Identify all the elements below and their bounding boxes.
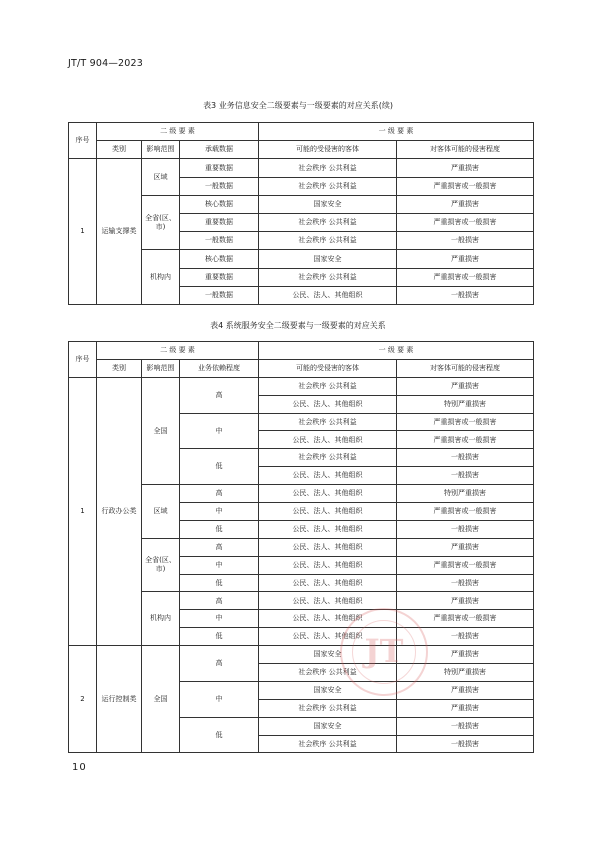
- seq-cell: 2: [69, 646, 97, 753]
- seq-cell: 1: [69, 377, 97, 645]
- scope-cell: 全国: [142, 646, 180, 753]
- object-cell: 社会秩序 公共利益: [259, 664, 397, 682]
- table4: [68, 341, 534, 753]
- header-primary: 一 级 要 素: [259, 342, 534, 360]
- degree-cell: 一般损害: [397, 520, 534, 538]
- degree-cell: 严重损害或一般损害: [397, 503, 534, 521]
- table3: [68, 122, 534, 305]
- seal-letters: JT: [364, 632, 404, 670]
- degree-cell: 特别严重损害: [397, 485, 534, 503]
- degree-cell: 严重损害: [397, 538, 534, 556]
- object-cell: 公民、法人、其他组织: [259, 395, 397, 413]
- object-cell: 国家安全: [259, 717, 397, 735]
- category-cell: 运输支撑类: [97, 159, 142, 305]
- level-cell: 高: [180, 646, 259, 682]
- object-cell: 社会秩序 公共利益: [259, 213, 397, 231]
- degree-cell: 一般损害: [397, 286, 534, 304]
- level-cell: 低: [180, 574, 259, 592]
- data-cell: 核心数据: [180, 195, 259, 213]
- object-cell: 公民、法人、其他组织: [259, 485, 397, 503]
- object-cell: 国家安全: [259, 195, 397, 213]
- object-cell: 国家安全: [259, 250, 397, 268]
- table4-caption: 表4 系统服务安全二级要素与一级要素的对应关系: [210, 321, 386, 330]
- level-cell: 中: [180, 503, 259, 521]
- level-cell: 中: [180, 413, 259, 449]
- degree-cell: 严重损害或一般损害: [397, 268, 534, 286]
- degree-cell: 严重损害或一般损害: [397, 610, 534, 628]
- object-cell: 公民、法人、其他组织: [259, 286, 397, 304]
- object-cell: 社会秩序 公共利益: [259, 699, 397, 717]
- scope-cell: 区域: [142, 159, 180, 195]
- scope-cell: 全国: [142, 377, 180, 484]
- table-row: [69, 159, 534, 177]
- degree-cell: 一般损害: [397, 449, 534, 467]
- object-cell: 公民、法人、其他组织: [259, 628, 397, 646]
- object-cell: 社会秩序 公共利益: [259, 413, 397, 431]
- level-cell: 低: [180, 520, 259, 538]
- degree-cell: 严重损害: [397, 646, 534, 664]
- table-header-row: [69, 123, 534, 141]
- table-row: [69, 377, 534, 395]
- table-header-row: [69, 141, 534, 159]
- object-cell: 社会秩序 公共利益: [259, 377, 397, 395]
- degree-cell: 严重损害或一般损害: [397, 213, 534, 231]
- header-scope: 影响范围: [142, 141, 180, 159]
- jt-watermark-seal: [340, 608, 428, 696]
- degree-cell: 严重损害: [397, 377, 534, 395]
- header-secondary: 二 级 要 素: [97, 342, 259, 360]
- scope-cell: 区域: [142, 485, 180, 539]
- header-degree: 对客体可能的侵害程度: [397, 141, 534, 159]
- degree-cell: 一般损害: [397, 467, 534, 485]
- page-number: 10: [72, 762, 87, 773]
- object-cell: 公民、法人、其他组织: [259, 431, 397, 449]
- degree-cell: 一般损害: [397, 735, 534, 753]
- scope-cell: 全省(区、市): [142, 195, 180, 250]
- degree-cell: 严重损害: [397, 592, 534, 610]
- table-header-row: [69, 359, 534, 377]
- level-cell: 低: [180, 449, 259, 485]
- data-cell: 重要数据: [180, 159, 259, 177]
- degree-cell: 严重损害或一般损害: [397, 413, 534, 431]
- object-cell: 公民、法人、其他组织: [259, 610, 397, 628]
- level-cell: 高: [180, 377, 259, 413]
- degree-cell: 严重损害或一般损害: [397, 177, 534, 195]
- object-cell: 社会秩序 公共利益: [259, 735, 397, 753]
- object-cell: 国家安全: [259, 646, 397, 664]
- object-cell: 公民、法人、其他组织: [259, 574, 397, 592]
- header-data: 承载数据: [180, 141, 259, 159]
- data-cell: 一般数据: [180, 286, 259, 304]
- header-degree: 对客体可能的侵害程度: [397, 359, 534, 377]
- header-object: 可能的受侵害的客体: [259, 141, 397, 159]
- category-cell: 运行控制类: [97, 646, 142, 753]
- level-cell: 中: [180, 610, 259, 628]
- level-cell: 高: [180, 592, 259, 610]
- header-seq: 序号: [69, 123, 97, 159]
- degree-cell: 严重损害: [397, 195, 534, 213]
- degree-cell: 严重损害: [397, 681, 534, 699]
- degree-cell: 一般损害: [397, 717, 534, 735]
- object-cell: 社会秩序 公共利益: [259, 449, 397, 467]
- level-cell: 低: [180, 717, 259, 753]
- object-cell: 公民、法人、其他组织: [259, 556, 397, 574]
- object-cell: 公民、法人、其他组织: [259, 538, 397, 556]
- standard-code: JT/T 904—2023: [68, 58, 144, 69]
- degree-cell: 特别严重损害: [397, 664, 534, 682]
- object-cell: 公民、法人、其他组织: [259, 592, 397, 610]
- data-cell: 重要数据: [180, 268, 259, 286]
- object-cell: 社会秩序 公共利益: [259, 159, 397, 177]
- level-cell: 中: [180, 556, 259, 574]
- data-cell: 一般数据: [180, 232, 259, 250]
- header-category: 类别: [97, 359, 142, 377]
- header-category: 类别: [97, 141, 142, 159]
- table3-caption: 表3 业务信息安全二级要素与一级要素的对应关系(续): [203, 101, 393, 110]
- level-cell: 低: [180, 628, 259, 646]
- level-cell: 高: [180, 485, 259, 503]
- level-cell: 中: [180, 681, 259, 717]
- data-cell: 一般数据: [180, 177, 259, 195]
- degree-cell: 严重损害: [397, 699, 534, 717]
- seq-cell: 1: [69, 159, 97, 305]
- degree-cell: 一般损害: [397, 628, 534, 646]
- scope-cell: 机构内: [142, 592, 180, 646]
- object-cell: 公民、法人、其他组织: [259, 520, 397, 538]
- degree-cell: 一般损害: [397, 574, 534, 592]
- header-secondary: 二 级 要 素: [97, 123, 259, 141]
- degree-cell: 严重损害或一般损害: [397, 556, 534, 574]
- object-cell: 社会秩序 公共利益: [259, 177, 397, 195]
- level-cell: 高: [180, 538, 259, 556]
- header-level: 业务依赖程度: [180, 359, 259, 377]
- table-row: [69, 646, 534, 664]
- data-cell: 重要数据: [180, 213, 259, 231]
- scope-cell: 机构内: [142, 250, 180, 305]
- scope-cell: 全省(区、市): [142, 538, 180, 592]
- object-cell: 社会秩序 公共利益: [259, 232, 397, 250]
- table-header-row: [69, 342, 534, 360]
- object-cell: 公民、法人、其他组织: [259, 467, 397, 485]
- header-object: 可能的受侵害的客体: [259, 359, 397, 377]
- category-cell: 行政办公类: [97, 377, 142, 645]
- degree-cell: 严重损害: [397, 250, 534, 268]
- header-seq: 序号: [69, 342, 97, 378]
- degree-cell: 严重损害或一般损害: [397, 431, 534, 449]
- object-cell: 社会秩序 公共利益: [259, 268, 397, 286]
- degree-cell: 特别严重损害: [397, 395, 534, 413]
- header-primary: 一 级 要 素: [259, 123, 534, 141]
- header-scope: 影响范围: [142, 359, 180, 377]
- data-cell: 核心数据: [180, 250, 259, 268]
- degree-cell: 一般损害: [397, 232, 534, 250]
- object-cell: 公民、法人、其他组织: [259, 503, 397, 521]
- degree-cell: 严重损害: [397, 159, 534, 177]
- object-cell: 国家安全: [259, 681, 397, 699]
